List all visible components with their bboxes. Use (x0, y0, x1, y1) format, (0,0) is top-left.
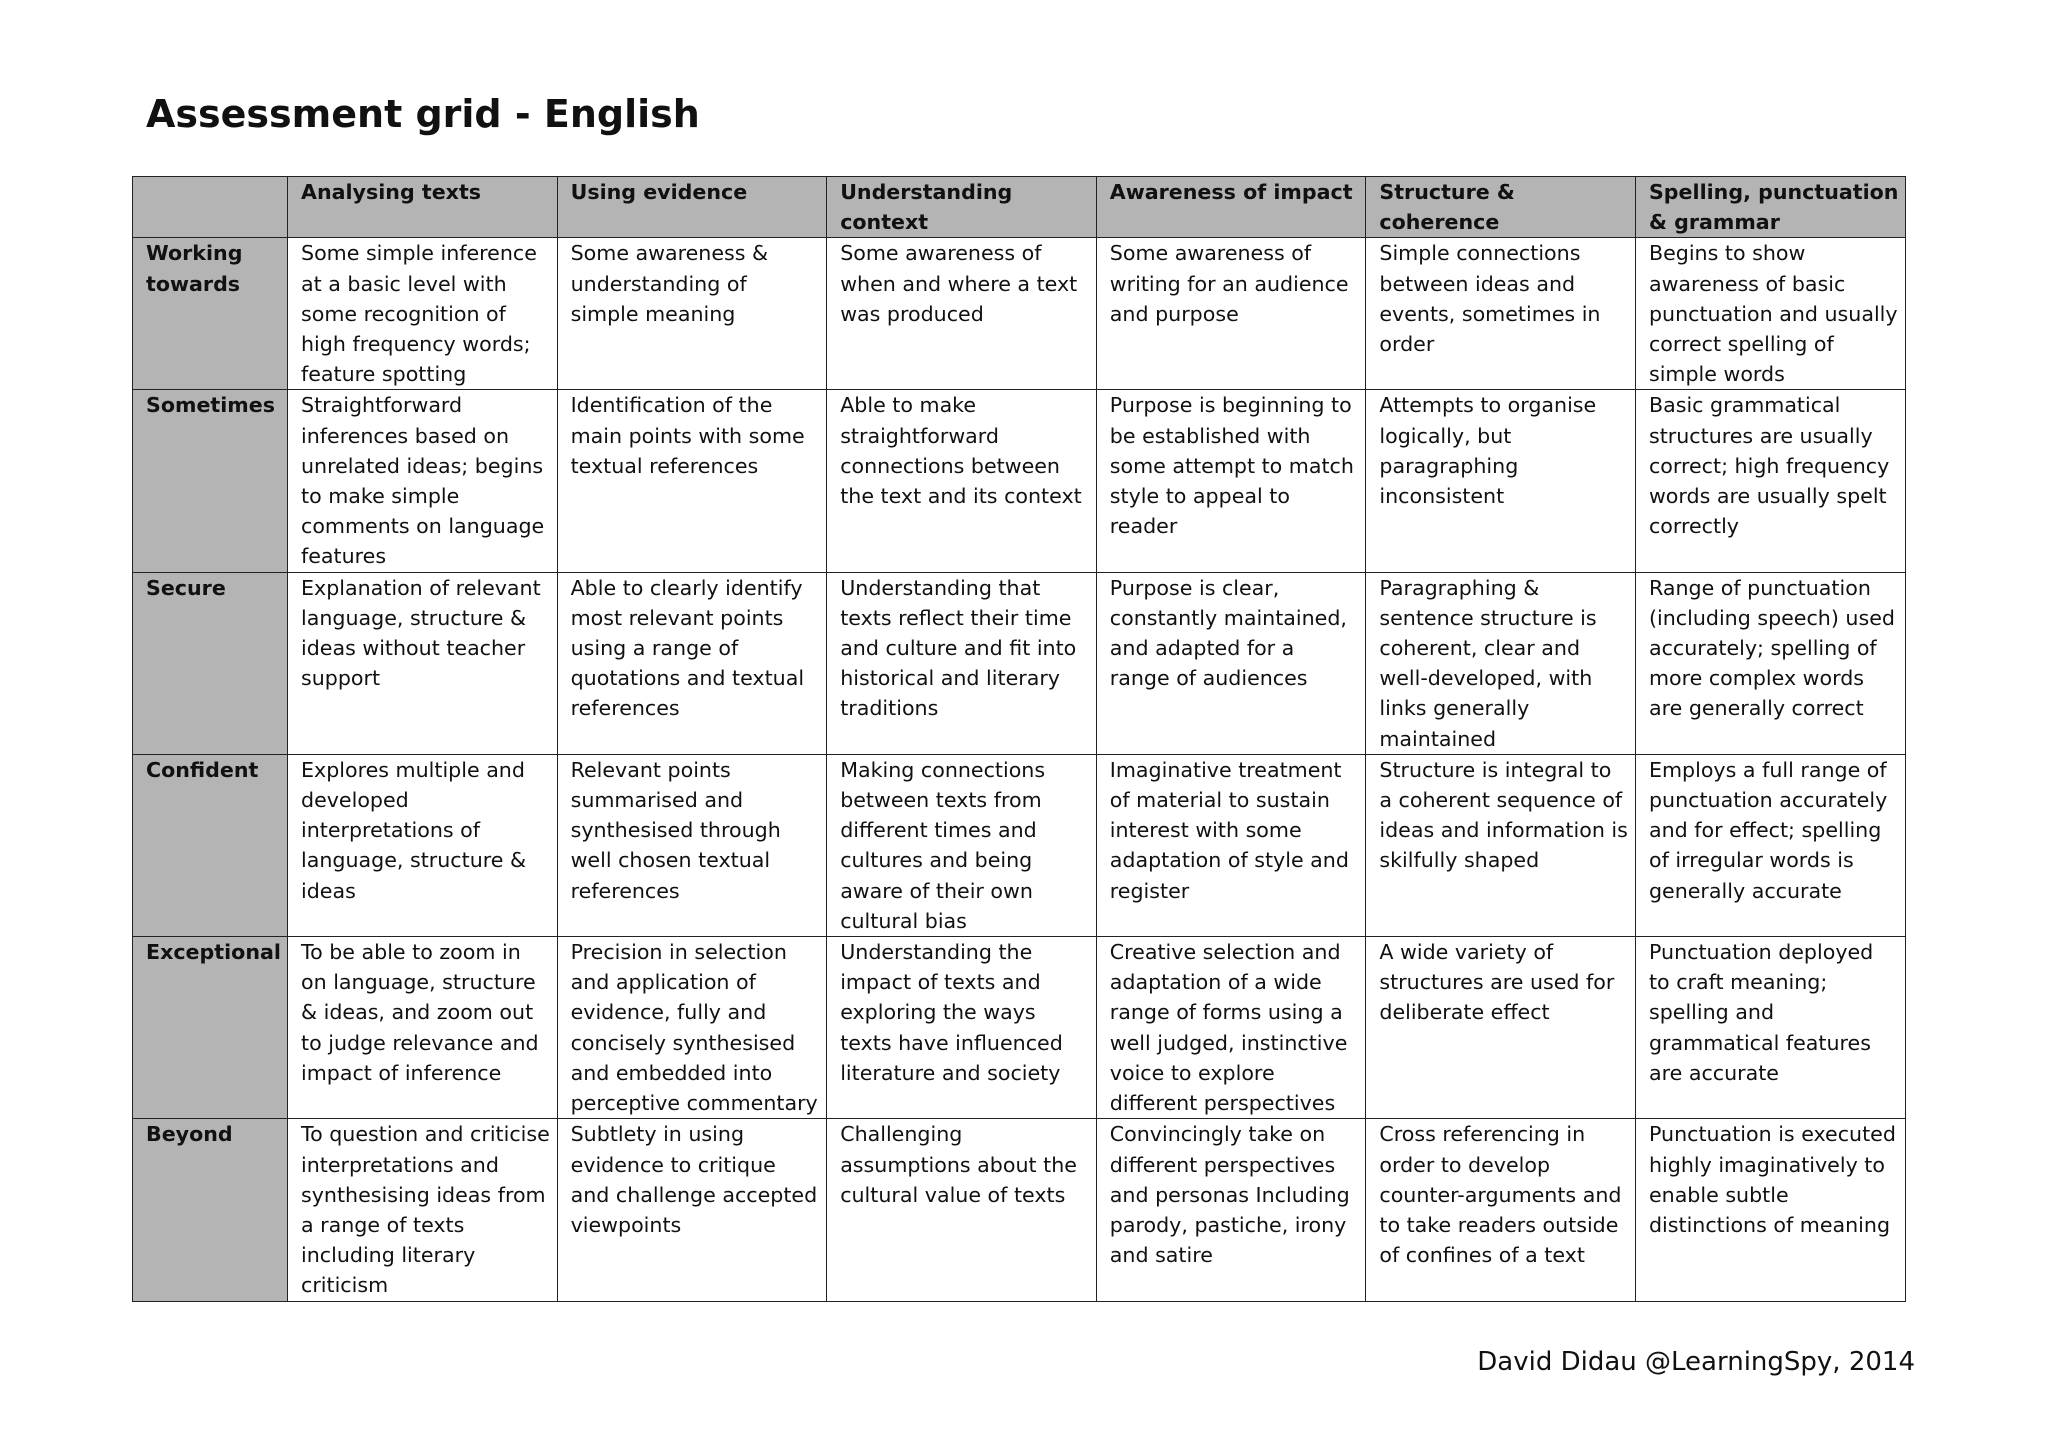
table-cell: A wide variety of structures are used for deliberate effect (1366, 937, 1636, 1119)
row-header: Beyond (133, 1119, 288, 1301)
table-cell: Challenging assumptions about the cultural value of texts (827, 1119, 1097, 1301)
table-cell: Paragraphing & sentence structure is coherent, clear and well-developed, with links generally maintained (1366, 572, 1636, 754)
table-cell: Begins to show awareness of basic punctuation and usually correct spelling of simple words (1635, 238, 1905, 390)
table-row (133, 572, 1906, 754)
column-header: Structure & coherence (1366, 177, 1636, 238)
table-cell: Identification of the main points with some textual references (557, 390, 827, 572)
table-cell: Precision in selection and application of evidence, fully and concisely synthesised and embedded into perceptive commentary (557, 937, 827, 1119)
table-cell: Some awareness & understanding of simple meaning (557, 238, 827, 390)
table-cell: Making connections between texts from different times and cultures and being aware of their own cultural bias (827, 754, 1097, 936)
row-header: Secure (133, 572, 288, 754)
table-cell: Imaginative treatment of material to sustain interest with some adaptation of style and register (1096, 754, 1366, 936)
table-cell: Structure is integral to a coherent sequence of ideas and information is skilfully shaped (1366, 754, 1636, 936)
assessment-grid (132, 176, 1906, 1302)
column-header: Awareness of impact (1096, 177, 1366, 238)
column-header: Analysing texts (288, 177, 558, 238)
page-title: Assessment grid - English (146, 92, 700, 136)
table-cell: Relevant points summarised and synthesised through well chosen textual references (557, 754, 827, 936)
row-header: Exceptional (133, 937, 288, 1119)
table-cell: Basic grammatical structures are usually correct; high frequency words are usually spelt correctly (1635, 390, 1905, 572)
table-cell: Able to clearly identify most relevant points using a range of quotations and textual references (557, 572, 827, 754)
table-cell: Straightforward inferences based on unrelated ideas; begins to make simple comments on language features (288, 390, 558, 572)
table-cell: Purpose is clear, constantly maintained, and adapted for a range of audiences (1096, 572, 1366, 754)
table-cell: Range of punctuation (including speech) used accurately; spelling of more complex words are generally correct (1635, 572, 1905, 754)
row-header: Confident (133, 754, 288, 936)
table-cell: To question and criticise interpretations and synthesising ideas from a range of texts including literary criticism (288, 1119, 558, 1301)
table-cell: Creative selection and adaptation of a wide range of forms using a well judged, instinctive voice to explore different perspectives (1096, 937, 1366, 1119)
column-header: Understanding context (827, 177, 1097, 238)
table-cell: Able to make straightforward connections between the text and its context (827, 390, 1097, 572)
column-header: Using evidence (557, 177, 827, 238)
table-row (133, 390, 1906, 572)
row-header: Working towards (133, 238, 288, 390)
column-header: Spelling, punctuation & grammar (1635, 177, 1905, 238)
table-cell: Some awareness of when and where a text was produced (827, 238, 1097, 390)
table-cell: Simple connections between ideas and events, sometimes in order (1366, 238, 1636, 390)
table-row (133, 937, 1906, 1119)
table-cell: Attempts to organise logically, but paragraphing inconsistent (1366, 390, 1636, 572)
row-header: Sometimes (133, 390, 288, 572)
table-cell: Cross referencing in order to develop counter-arguments and to take readers outside of confines of a text (1366, 1119, 1636, 1301)
table-cell: Convincingly take on different perspectives and personas Including parody, pastiche, irony and satire (1096, 1119, 1366, 1301)
table-cell: Purpose is beginning to be established with some attempt to match style to appeal to reader (1096, 390, 1366, 572)
table-cell: Punctuation is executed highly imaginatively to enable subtle distinctions of meaning (1635, 1119, 1905, 1301)
table-cell: Subtlety in using evidence to critique and challenge accepted viewpoints (557, 1119, 827, 1301)
table-cell: Some simple inference at a basic level with some recognition of high frequency words; feature spotting (288, 238, 558, 390)
table-cell: Understanding that texts reflect their time and culture and fit into historical and literary traditions (827, 572, 1097, 754)
author-credit: David Didau @LearningSpy, 2014 (1477, 1347, 1915, 1377)
corner-cell (133, 177, 288, 238)
table-cell: Punctuation deployed to craft meaning; spelling and grammatical features are accurate (1635, 937, 1905, 1119)
table-row (133, 238, 1906, 390)
table-row (133, 1119, 1906, 1301)
table-cell: To be able to zoom in on language, structure & ideas, and zoom out to judge relevance and impact of inference (288, 937, 558, 1119)
table-cell: Understanding the impact of texts and exploring the ways texts have influenced literature and society (827, 937, 1097, 1119)
header-row (133, 177, 1906, 238)
table-row (133, 754, 1906, 936)
table-cell: Some awareness of writing for an audience and purpose (1096, 238, 1366, 390)
table-cell: Explanation of relevant language, structure & ideas without teacher support (288, 572, 558, 754)
table-cell: Explores multiple and developed interpretations of language, structure & ideas (288, 754, 558, 936)
table-cell: Employs a full range of punctuation accurately and for effect; spelling of irregular words is generally accurate (1635, 754, 1905, 936)
